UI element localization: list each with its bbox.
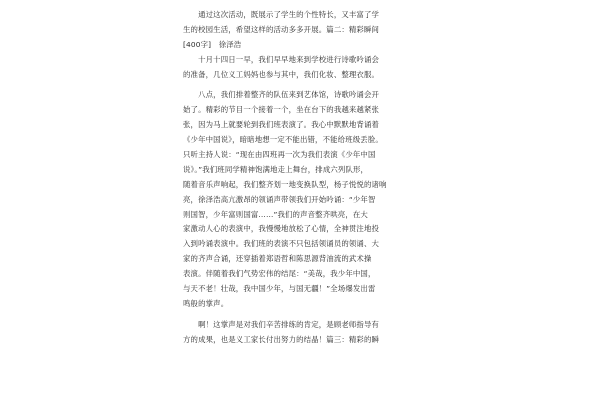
text-line: 张，因为马上就要轮到我们班表演了。我心中默默地背诵着	[183, 120, 380, 130]
text-line: 生的校园生活，希望这样的活动多多开展。篇二：精彩瞬间	[183, 24, 380, 34]
text-line: 则国智，少年富则国富……”我们的声音整齐哄亮，在大	[183, 209, 368, 219]
text-line: 《少年中国说》，暗暗地想一定不能出错，不能给班级丢脸。	[183, 135, 383, 145]
text-line: 表演。伴随着我们气势宏伟的结尾：“美哉，我少年中国，	[183, 269, 376, 279]
text-line: 家的齐声合诵，还穿插着郑语哲和陈思源背油流的武术操	[183, 254, 372, 264]
text-line: 的准备，几位义工妈妈也参与其中，我们化妆、整理衣服。	[183, 69, 380, 79]
text-line: 说》。”我们班同学精神饱满地走上舞台，排成六列队形，	[183, 164, 369, 174]
text-line: 方的成果，也是义工家长付出努力的结晶！篇三：精彩的瞬	[183, 334, 380, 344]
text-line: 随着音乐声响起，我们整齐划一地变换队型，杨子悦悦的诸响	[183, 179, 387, 189]
text-line: 啊！这掌声是对我们辛苦排练的肯定，是顾老师指导有	[183, 319, 380, 329]
article-body	[183, 8, 420, 348]
text-line: 入到吟诵表演中。我们班的表演不只包括领诵员的领诵、大	[183, 239, 380, 249]
text-line: 亮，徐泽浩高亢激昂的领诵声带领我们开始吟诵：“少年智	[183, 194, 376, 204]
text-line: 家激动人心的表演中，我慢慢地放松了心情，全神贯注地投	[183, 224, 380, 234]
text-line: 八点，我们排着整齐的队伍来到艺体馆，诗歌吟诵会开	[183, 90, 380, 100]
text-line: 十月十四日一早，我们早早地来到学校进行诗歌吟诵会	[183, 54, 380, 64]
text-line: 与天不老！壮哉，我中国少年，与国无疆！”全场爆发出雷	[183, 284, 376, 294]
text-line: [400字] 徐泽浩	[183, 39, 242, 49]
text-line: 只听主持人说：“现在由四班再一次为我们表演《少年中国	[183, 150, 376, 160]
text-line: 通过这次活动，既展示了学生的个性特长，又丰富了学	[183, 10, 380, 19]
text-line: 始了。精彩的节目一个接着一个，坐在台下的我越来越紧张	[183, 105, 380, 115]
text-line: 鸣般的掌声。	[183, 298, 229, 308]
